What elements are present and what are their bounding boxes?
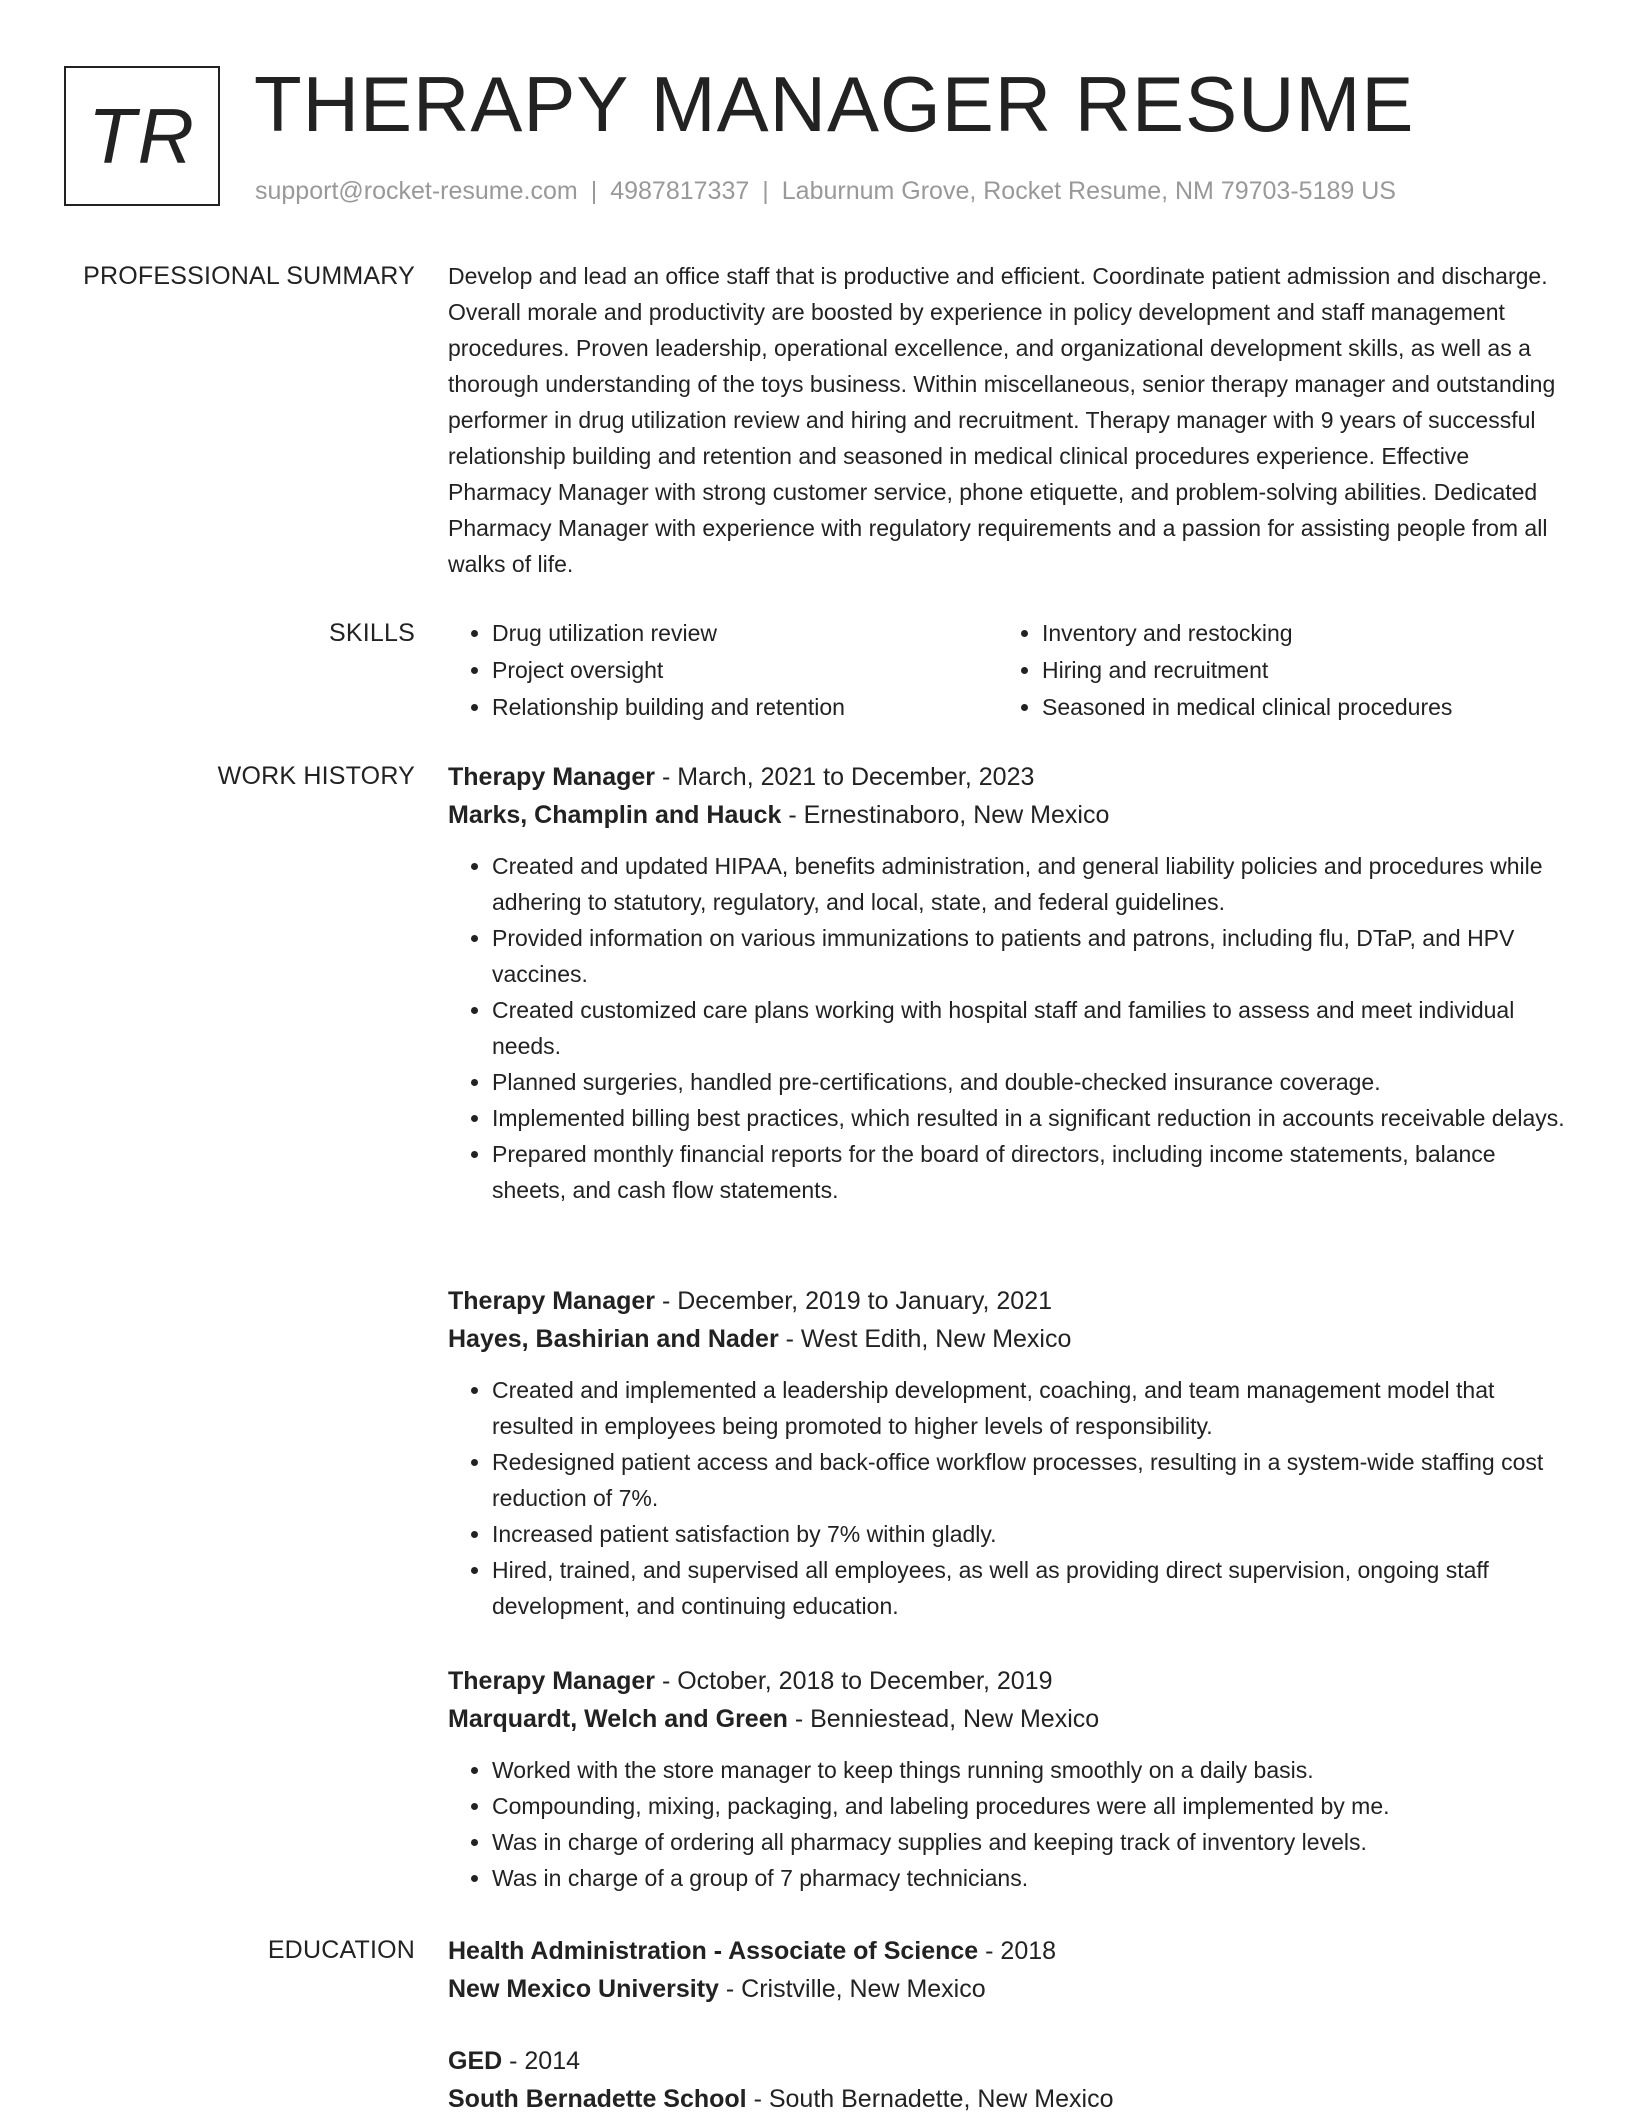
job-dates: - October, 2018 to December, 2019 [655, 1667, 1053, 1695]
job-dates: - December, 2019 to January, 2021 [655, 1287, 1053, 1315]
degree-name: GED [448, 2047, 503, 2075]
job-entry [448, 1662, 1568, 1896]
degree-year: - 2018 [978, 1937, 1057, 1965]
contact-separator: | [762, 177, 769, 205]
company-location: - Ernestinaboro, New Mexico [781, 801, 1110, 829]
skill-item: • Drug utilization review [492, 615, 998, 652]
job-bullet: • Was in charge of a group of 7 pharmacy technicians. [492, 1860, 1568, 1896]
job-title-line [448, 1662, 1568, 1700]
school-line [448, 2080, 1568, 2118]
job-bullet: • Hired, trained, and supervised all employees, as well as providing direct supervision, ongoing staff development, and continuing education. [492, 1552, 1568, 1624]
job-company-line [448, 1700, 1568, 1738]
job-bullet: • Was in charge of ordering all pharmacy supplies and keeping track of inventory levels. [492, 1824, 1568, 1860]
skill-item: • Seasoned in medical clinical procedures [1042, 689, 1558, 726]
education-entry [448, 2042, 1568, 2118]
school-name: South Bernadette School [448, 2085, 747, 2113]
job-bullets [448, 1372, 1568, 1624]
address-text: Laburnum Grove, Rocket Resume, NM 79703-5189 US [781, 177, 1396, 205]
job-bullet: • Implemented billing best practices, which resulted in a significant reduction in accounts receivable delays. [492, 1100, 1568, 1136]
section-heading: SKILLS [329, 619, 415, 647]
job-bullet: • Redesigned patient access and back-office workflow processes, resulting in a system-wide staffing cost reduction of 7%. [492, 1444, 1568, 1516]
job-bullet: • Created customized care plans working with hospital staff and families to assess and meet individual needs. [492, 992, 1568, 1064]
job-title: Therapy Manager [448, 1667, 656, 1695]
job-bullet: • Provided information on various immunizations to patients and patrons, including flu, DTaP, and HPV vaccines. [492, 920, 1568, 992]
skills-column-1 [448, 615, 998, 726]
company-name: Hayes, Bashirian and Nader [448, 1325, 779, 1353]
school-name: New Mexico University [448, 1975, 719, 2003]
job-bullets [448, 1752, 1568, 1896]
skill-item: • Relationship building and retention [492, 689, 998, 726]
degree-line [448, 2042, 1568, 2080]
email-link[interactable]: support@rocket-resume.com [255, 177, 578, 205]
job-company-line [448, 796, 1568, 834]
company-name: Marks, Champlin and Hauck [448, 801, 782, 829]
phone-text: 4987817337 [610, 177, 750, 205]
company-location: - West Edith, New Mexico [778, 1325, 1072, 1353]
section-heading: EDUCATION [267, 1936, 415, 1964]
section-heading: PROFESSIONAL SUMMARY [83, 262, 415, 290]
job-title: Therapy Manager [448, 1287, 656, 1315]
degree-line [448, 1932, 1568, 1970]
skill-item: • Inventory and restocking [1042, 615, 1558, 652]
job-bullet: • Created and updated HIPAA, benefits administration, and general liability policies and procedures while adhering to statutory, regulatory, and local, state, and federal guidelines. [492, 848, 1568, 920]
skill-item: • Hiring and recruitment [1042, 652, 1558, 689]
job-bullet: • Created and implemented a leadership development, coaching, and team management model that resulted in employees being promoted to higher levels of responsibility. [492, 1372, 1568, 1444]
job-bullet: • Worked with the store manager to keep things running smoothly on a daily basis. [492, 1752, 1568, 1788]
section-heading: WORK HISTORY [217, 762, 415, 790]
contact-separator: | [590, 177, 598, 205]
job-company-line [448, 1320, 1568, 1358]
job-bullet: • Compounding, mixing, packaging, and labeling procedures were all implemented by me. [492, 1788, 1568, 1824]
school-line [448, 1970, 1568, 2008]
job-bullet: • Prepared monthly financial reports for the board of directors, including income statements, balance sheets, and cash flow statements. [492, 1136, 1568, 1208]
job-dates: - March, 2021 to December, 2023 [655, 763, 1035, 791]
job-title-line [448, 1282, 1568, 1320]
monogram-logo: TR [64, 66, 220, 206]
contact-line [255, 174, 1396, 208]
degree-year: - 2014 [502, 2047, 581, 2075]
job-entry [448, 758, 1568, 1208]
job-title: Therapy Manager [448, 763, 656, 791]
skill-item: • Project oversight [492, 652, 998, 689]
skills-column-2 [998, 615, 1558, 726]
job-entry [448, 1282, 1568, 1624]
company-name: Marquardt, Welch and Green [448, 1705, 788, 1733]
degree-name: Health Administration - Associate of Science [448, 1937, 979, 1965]
job-bullet: • Planned surgeries, handled pre-certifications, and double-checked insurance coverage. [492, 1064, 1568, 1100]
school-location: - Cristville, New Mexico [718, 1975, 986, 2003]
job-bullet: • Increased patient satisfaction by 7% within gladly. [492, 1516, 1568, 1552]
page-title: THERAPY MANAGER RESUME [254, 60, 1415, 148]
school-location: - South Bernadette, New Mexico [746, 2085, 1114, 2113]
job-bullets [448, 848, 1568, 1208]
summary-text: Develop and lead an office staff that is productive and efficient. Coordinate patient admission and discharge. Overall morale and productivity are boosted by experience in policy development and staff management procedures. Proven leadership, operational excellence, and organizational development skills, as well as a thorough understanding of the toys business. Within miscellaneous, senior therapy manager and outstanding performer in drug utilization review and hiring and recruitment. Therapy manager with 9 years of successful relationship building and retention and seasoned in medical clinical procedures experience. Effective Pharmacy Manager with strong customer service, phone etiquette, and problem-solving abilities. Dedicated Pharmacy Manager with experience with regulatory requirements and a passion for assisting people from all walks of life. [448, 263, 1556, 577]
job-title-line [448, 758, 1568, 796]
education-entry [448, 1932, 1568, 2008]
company-location: - Benniestead, New Mexico [787, 1705, 1100, 1733]
